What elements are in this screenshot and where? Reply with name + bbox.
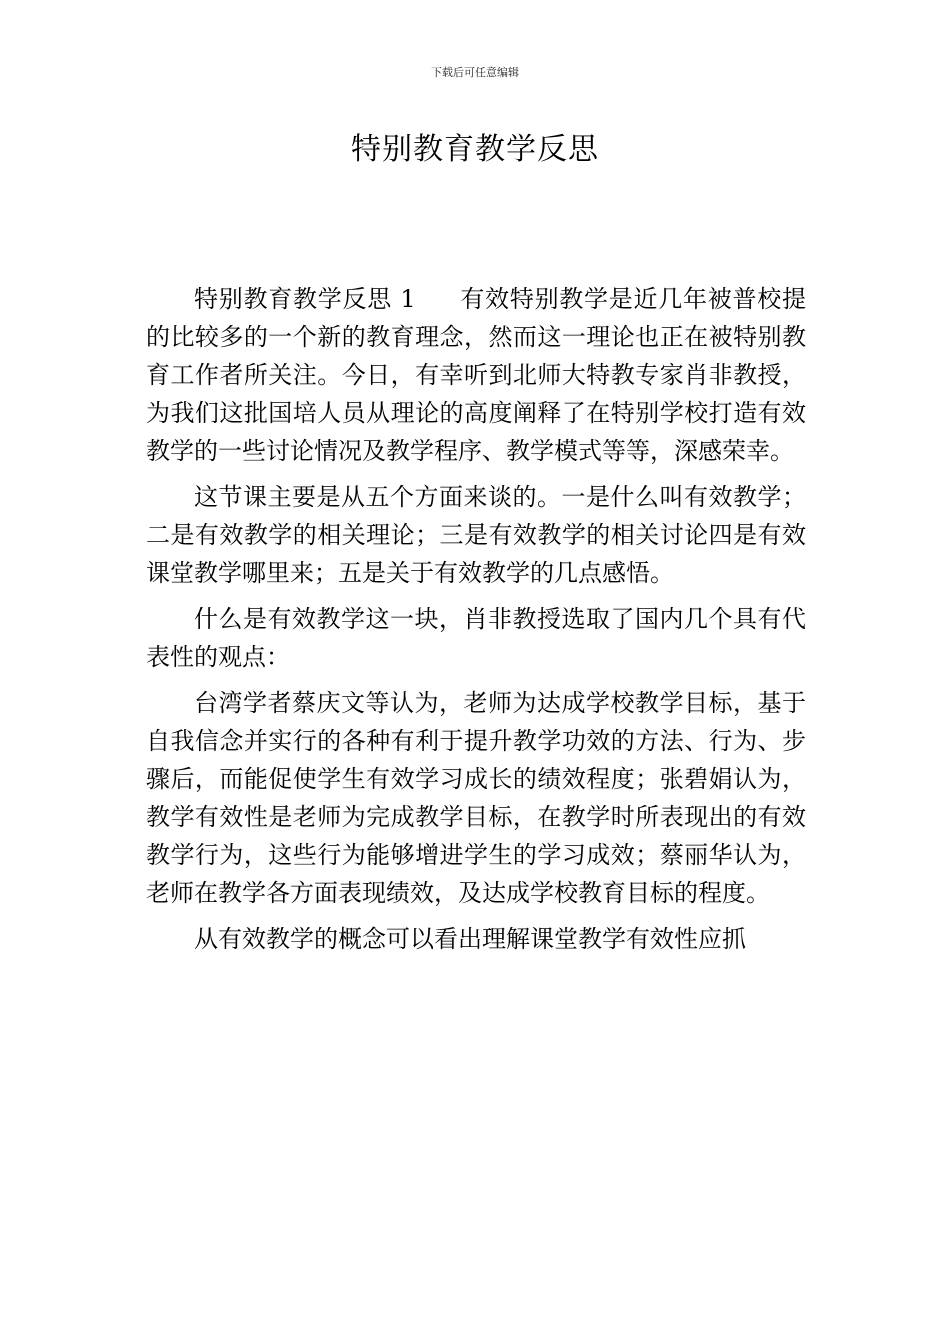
- paragraph-1-text: 有效特别教学是近几年被普校提的比较多的一个新的教育理念，然而这一理论也正在被特别教育工作者所关注。今日，有幸听到北师大特教专家肖非教授，为我们这批国培人员从理论的高度阐释了在特别学校打造有效教学的一些讨论情况及教学程序、教学模式等等，深感荣幸。: [146, 285, 806, 465]
- header-note: 下载后可任意编辑: [431, 66, 519, 79]
- document-title: 特别教育教学反思: [351, 132, 599, 167]
- paragraph-3: 什么是有效教学这一块，肖非教授选取了国内几个具有代表性的观点：: [146, 605, 806, 671]
- paragraph-1: [146, 280, 806, 478]
- paragraph-2: 这节课主要是从五个方面来谈的。一是什么叫有效教学；二是有效教学的相关理论；三是有效教学的相关讨论四是有效课堂教学哪里来；五是关于有效教学的几点感悟。: [146, 483, 806, 587]
- paragraph-4: 台湾学者蔡庆文等认为，老师为达成学校教学目标，基于自我信念并实行的各种有利于提升教学功效的方法、行为、步骤后，而能促使学生有效学习成长的绩效程度；张碧娟认为，教学有效性是老师为完成教学目标，在教学时所表现出的有效教学行为，这些行为能够增进学生的学习成效；蔡丽华认为，老师在教学各方面表现绩效，及达成学校教育目标的程度。: [146, 689, 806, 907]
- paragraph-5: 从有效教学的概念可以看出理解课堂教学有效性应抓: [194, 925, 746, 953]
- section-heading: 特别教育教学反思 1: [194, 285, 416, 313]
- document-body: [146, 280, 806, 966]
